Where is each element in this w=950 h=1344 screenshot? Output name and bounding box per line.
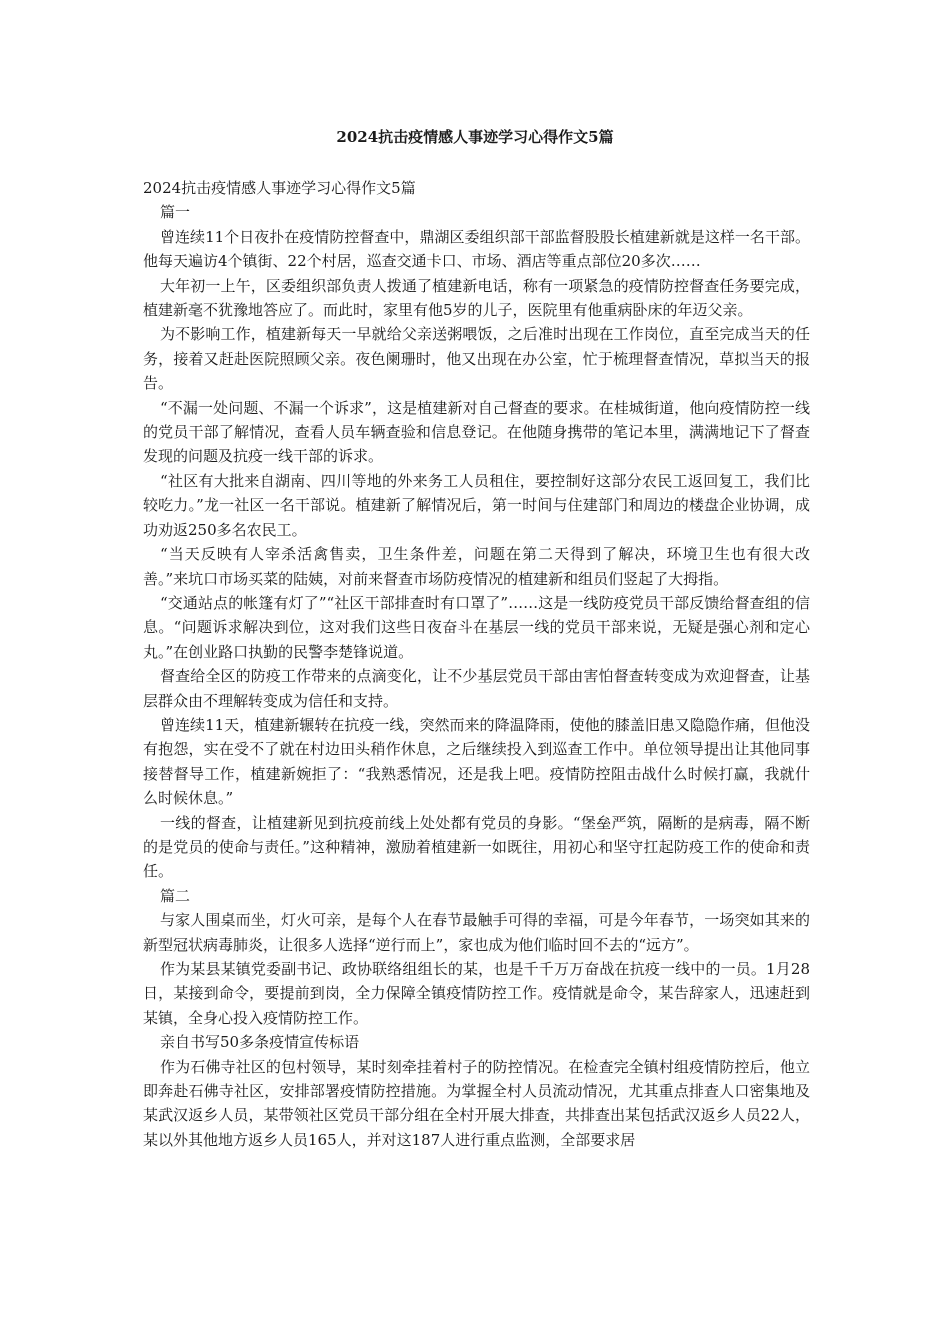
document-body	[143, 176, 810, 1152]
paragraph: 曾连续11天，植建新辗转在抗疫一线，突然而来的降温降雨，使他的膝盖旧患又隐隐作痛，但他没有抱怨，实在受不了就在村边田头稍作休息，之后继续投入到巡查工作中。单位领导提出让其他同事接替督导工作，植建新婉拒了：“我熟悉情况，还是我上吧。疫情防控阻击战什么时候打赢，我就什么时候休息。”	[143, 715, 810, 808]
paragraph: 作为石佛寺社区的包村领导，某时刻牵挂着村子的防控情况。在检查完全镇村组疫情防控后，他立即奔赴石佛寺社区，安排部署疫情防控措施。为掌握全村人员流动情况，尤其重点排查人口密集地及某武汉返乡人员，某带领社区党员干部分组在全村开展大排查，共排查出某包括武汉返乡人员22人，某以外其他地方返乡人员165人，并对这187人进行重点监测，全部要求居	[143, 1057, 810, 1149]
paragraph: 督查给全区的防疫工作带来的点滴变化，让不少基层党员干部由害怕督查转变成为欢迎督查，让基层群众由不理解转变成为信任和支持。	[143, 667, 810, 710]
paragraph: “当天反映有人宰杀活禽售卖，卫生条件差，问题在第二天得到了解决，环境卫生也有很大改善。”来坑口市场买菜的陆姨，对前来督查市场防疫情况的植建新和组员们竖起了大拇指。	[143, 545, 810, 588]
paragraph: “不漏一处问题、不漏一个诉求”，这是植建新对自己督查的要求。在桂城街道，他向疫情防控一线的党员干部了解情况，查看人员车辆查验和信息登记。在他随身携带的笔记本里，满满地记下了督查发现的问题及抗疫一线干部的诉求。	[143, 398, 810, 466]
paragraph: 一线的督查，让植建新见到抗疫前线上处处都有党员的身影。“堡垒严筑，隔断的是病毒，隔不断的是党员的使命与责任。”这种精神，激励着植建新一如既往，用初心和坚守扛起防疫工作的使命和责任。	[143, 813, 810, 881]
paragraph: 为不影响工作，植建新每天一早就给父亲送粥喂饭，之后准时出现在工作岗位，直至完成当天的任务，接着又赶赴医院照顾父亲。夜色阑珊时，他又出现在办公室，忙于梳理督查情况，草拟当天的报告。	[143, 325, 810, 393]
paragraph: 大年初一上午，区委组织部负责人拨通了植建新电话，称有一项紧急的疫情防控督查任务要完成，植建新毫不犹豫地答应了。而此时，家里有他5岁的儿子，医院里有他重病卧床的年迈父亲。	[143, 276, 810, 320]
paragraph: “交通站点的帐篷有灯了”“社区干部排查时有口罩了”……这是一线防疫党员干部反馈给督查组的信息。“问题诉求解决到位，这对我们这些日夜奋斗在基层一线的党员干部来说，无疑是强心剂和定心丸。”在创业路口执勤的民警李楚锋说道。	[143, 593, 810, 661]
paragraph: 曾连续11个日夜扑在疫情防控督查中，鼎湖区委组织部干部监督股股长植建新就是这样一名干部。他每天遍访4个镇街、22个村居，巡查交通卡口、市场、酒店等重点部位20多次……	[143, 227, 810, 271]
document-subtitle: 2024抗击疫情感人事迹学习心得作文5篇	[143, 179, 416, 197]
paragraph: 作为某县某镇党委副书记、政协联络组组长的某，也是千千万万奋战在抗疫一线中的一员。1月28日，某接到命令，要提前到岗，全力保障全镇疫情防控工作。疫情就是命令，某告辞家人，迅速赶到某镇，全身心投入疫情防控工作。	[143, 960, 810, 1027]
paragraph-heading: 亲自书写50多条疫情宣传标语	[160, 1033, 360, 1052]
document-title: 2024抗击疫情感人事迹学习心得作文5篇	[336, 128, 614, 146]
paragraph: 与家人围桌而坐，灯火可亲，是每个人在春节最触手可得的幸福，可是今年春节，一场突如其来的新型冠状病毒肺炎，让很多人选择“逆行而上”，家也成为他们临时回不去的“远方”。	[143, 911, 810, 954]
paragraph: “社区有大批来自湖南、四川等地的外来务工人员租住，要控制好这部分农民工返回复工，我们比较吃力。”龙一社区一名干部说。植建新了解情况后，第一时间与住建部门和周边的楼盘企业协调，成功劝返250多名农民工。	[143, 471, 810, 539]
section-heading: 篇二	[160, 886, 191, 905]
section-heading: 篇一	[160, 203, 191, 222]
